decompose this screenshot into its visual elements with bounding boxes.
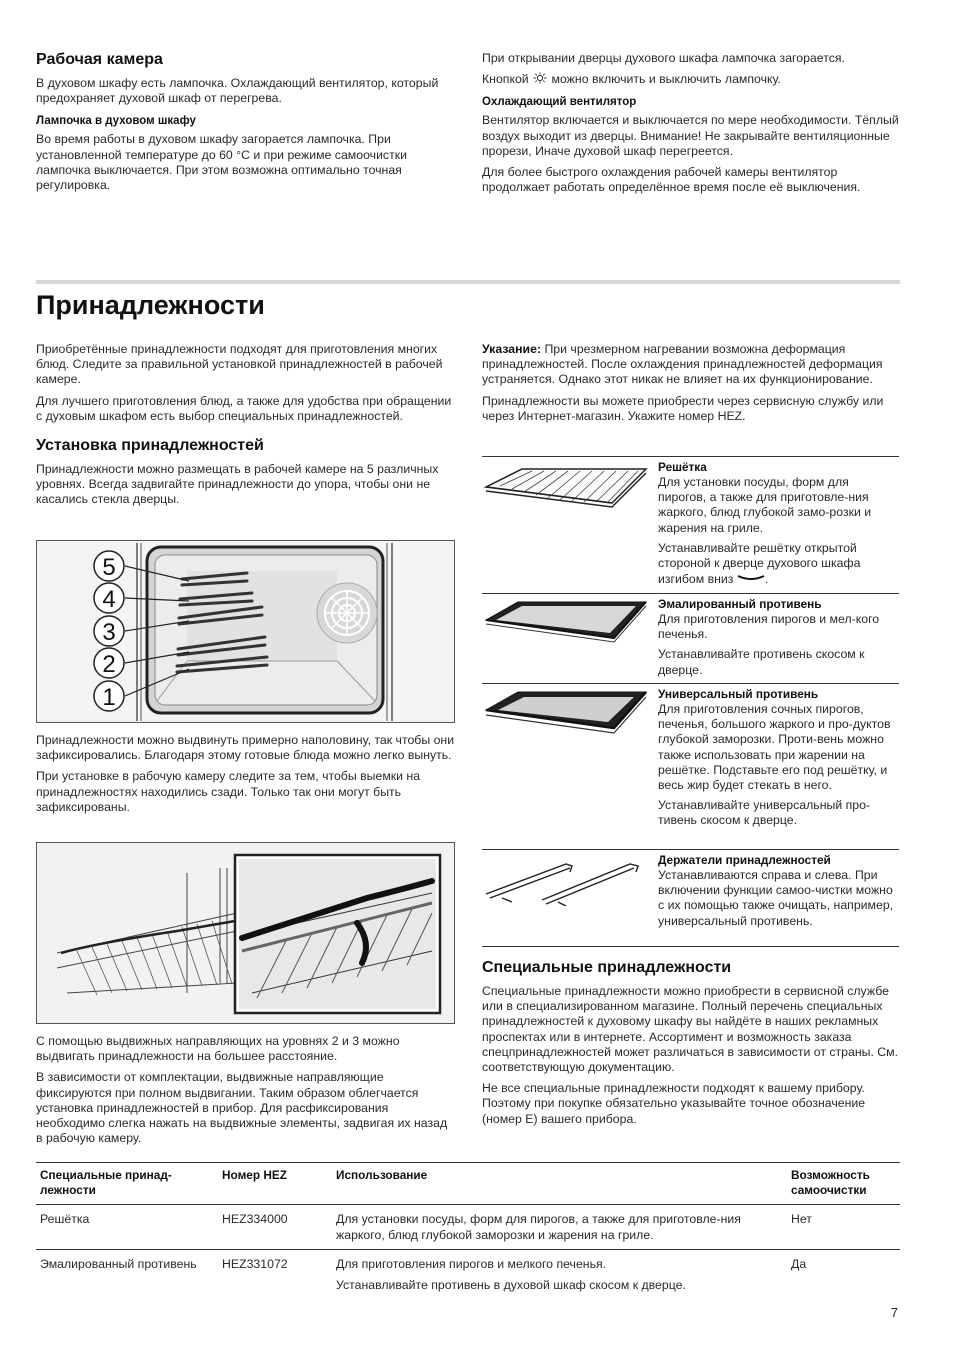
fan-text: Вентилятор включается и выключается по мере необходимости. Тёплый воздух выходит из дверцы. Внимание! Не закрывайте вентиляционные прорези, Иначе духовой шкаф перегреется. [482, 113, 899, 158]
special-text-1: Специальные принадлежности можно приобрести в сервисной службе или в специализированном магазине. Полный перечень специальных принадлежностей к духовому шкафу вы найдёте в наших рекламных проспектах или в интернете. Ассортимент и возможность заказа спецпринадлежностей может различаться в зависимости от страны. См. соответствующую документацию. [482, 984, 899, 1075]
oven-levels-illustration [37, 541, 455, 723]
lamp-text: Во время работы в духовом шкафу загорается лампочка. При установленной температуре до 60 °C и при режиме самоочистки лампочка выключается. При этом возможна оптимально точная регулировка. [36, 132, 407, 193]
cell-accessory: Эмалированный противень [40, 1256, 197, 1271]
cell-usage [332, 1249, 787, 1305]
install-text-1: Принадлежности можно размещать в рабочей камере на 5 различных уровнях. Всегда задвигайте принадлежности до упора, чтобы они не касались стекла дверцы. [36, 462, 439, 507]
section-oven-chamber-right [482, 51, 900, 201]
col-header-self-clean: Возможность самоочистки [787, 1163, 900, 1205]
accessory-desc: Устанавливаются справа и слева. При включении функции самоо-чистки можно с их помощью также очищать, например, универсальный противень. [658, 868, 894, 928]
cell-self-clean: Нет [787, 1205, 900, 1249]
universal-tray-image [482, 688, 650, 741]
col-header-hez: Номер HEZ [218, 1163, 332, 1205]
left-column-mid [36, 733, 456, 821]
accessory-desc: Для приготовления пирогов и мел-кого печенья. [658, 612, 880, 642]
curve-down-icon [737, 571, 765, 579]
fan-text-2: Для более быстрого охлаждения рабочей камеры вентилятор продолжает работать определённое время после её выключения. [482, 165, 861, 195]
col-header-usage: Использование [332, 1163, 787, 1205]
special-accessories-section [482, 958, 900, 1133]
accessory-item-universal-tray [482, 683, 899, 849]
accessories-intro-1: Приобретённые принадлежности подходят для приготовления многих блюд. Следите за правильной установкой принадлежностей в рабочей камере. [36, 342, 443, 387]
accessory-desc: Для приготовления сочных пирогов, печенья, большого жаркого и про-дуктов глубокой заморозки. Проти-вень можно также использовать при жарении на решётке. Подставьте его под решётку, и весь жир будет стекать в него. [658, 702, 891, 793]
table-row [36, 1205, 900, 1249]
chamber-intro: В духовом шкафу есть лампочка. Охлаждающий вентилятор, который предохраняет духовой шкаф от перегрева. [36, 76, 439, 106]
left-column [36, 342, 456, 514]
cell-usage-line-1: Для приготовления пирогов и мелкого печенья. [336, 1256, 607, 1271]
purchase-text: Принадлежности вы можете приобрести через сервисную службу или через Интернет-магазин. Укажите номер HEZ. [482, 393, 884, 423]
install-text-4: С помощью выдвижных направляющих на уровнях 2 и 3 можно выдвигать принадлежности на большее расстояние. [36, 1034, 400, 1064]
level-label-5: 5 [102, 554, 116, 581]
accessory-name: Держатели принадлежностей [658, 853, 831, 867]
section-divider [36, 280, 900, 284]
level-label-3: 3 [102, 619, 116, 646]
note-label: Указание: [482, 342, 542, 356]
deformation-note [482, 342, 900, 388]
lamp-heading: Лампочка в духовом шкафу [36, 115, 196, 128]
rack-image [482, 461, 650, 514]
accessory-item-enamel-tray [482, 593, 899, 683]
accessory-item-rack [482, 456, 899, 593]
door-lamp-text: При открывании дверцы духового шкафа лампочка загорается. [482, 51, 845, 65]
cell-usage-line-2: Устанавливайте противень в духовой шкаф скосом к дверце. [336, 1278, 686, 1293]
enamel-tray-image [482, 598, 650, 651]
level-label-2: 2 [102, 651, 116, 678]
page-number: 7 [890, 1305, 898, 1320]
lamp-button-text-a: Кнопкой [482, 72, 529, 87]
install-text-5: В зависимости от комплектации, выдвижные направляющие фиксируются при полном выдвигании. Таким образом облегчается установка принадлежностей в прибор. Для расфиксирования необходимо слегка нажать на выдвижные элементы, задвигая их назад в рабочую камеру. [36, 1070, 448, 1146]
accessories-intro-2: Для лучшего приготовления блюд, а также для удобства при обращении с духовым шкафом есть выбор специальных принадлежностей. [36, 393, 452, 423]
install-title: Установка принадлежностей [36, 437, 264, 455]
right-column-top [482, 342, 900, 430]
install-text-3: При установке в рабочую камеру следите за тем, чтобы выемки на принадлежностях находились сзади. Только так они могут быть зафиксированы. [36, 769, 421, 814]
table-row [36, 1249, 900, 1305]
accessory-item-holders [482, 849, 899, 947]
accessory-note: Устанавливайте решётку открытой стороной к дверце духового шкафа изгибом вниз . [658, 540, 861, 587]
level-label-4: 4 [102, 586, 116, 613]
section-title-chamber: Рабочая камера [36, 51, 163, 68]
page-title: Принадлежности [36, 290, 265, 320]
left-column-bottom [36, 1034, 456, 1152]
accessory-name: Решётка [658, 460, 707, 474]
special-accessories-table [36, 1162, 900, 1305]
accessory-note: Устанавливайте противень скосом к дверце. [658, 647, 865, 677]
col-header-accessory: Специальные принад-лежности [36, 1163, 218, 1205]
accessory-desc: Для установки посуды, форм для пирогов, а также для приготовле-ния жаркого, блюд глубокой замо-розки и жарения на гриле. [658, 475, 872, 535]
special-title: Специальные принадлежности [482, 959, 732, 976]
table-header-row [36, 1163, 900, 1205]
cell-usage: Для установки посуды, форм для пирогов, а также для приготовле-ния жаркого, блюд глубокой заморозки и жарения на гриле. [332, 1205, 787, 1249]
cell-self-clean: Да [791, 1256, 807, 1271]
lamp-button-text [482, 72, 900, 87]
cell-hez: HEZ334000 [218, 1205, 332, 1249]
holders-image [482, 854, 650, 911]
lamp-button-text-b: можно включить и выключить лампочку. [551, 72, 781, 87]
special-accessories-table-wrap [36, 1162, 900, 1305]
oven-levels-figure [36, 540, 455, 723]
special-text-2: Не все специальные принадлежности подходят к вашему прибору. Поэтому при покупке обязательно указывайте точное обозначение (номер Е) вашего прибора. [482, 1081, 866, 1126]
install-text-2: Принадлежности можно выдвинуть примерно наполовину, так чтобы они зафиксировались. Благодаря этому готовые блюда можно легко вынуть. [36, 733, 455, 763]
cell-accessory: Решётка [36, 1205, 218, 1249]
level-label-1: 1 [102, 684, 116, 711]
lamp-icon [532, 72, 548, 85]
section-oven-chamber [36, 50, 456, 199]
rack-detail-illustration [37, 843, 455, 1024]
accessory-name: Эмалированный противень [658, 597, 822, 611]
cell-hez: HEZ331072 [222, 1256, 288, 1271]
note-text: При чрезмерном нагревании возможна деформация принадлежностей. После охлаждения принадлежностей деформация устраняется. Однако этот никак не влияет на их функционирование. [482, 342, 883, 387]
accessory-note: Устанавливайте универсальный про-тивень скосом к дверце. [658, 798, 871, 828]
fan-heading: Охлаждающий вентилятор [482, 96, 637, 109]
rack-detail-figure [36, 842, 455, 1024]
accessory-name: Универсальный противень [658, 687, 819, 701]
